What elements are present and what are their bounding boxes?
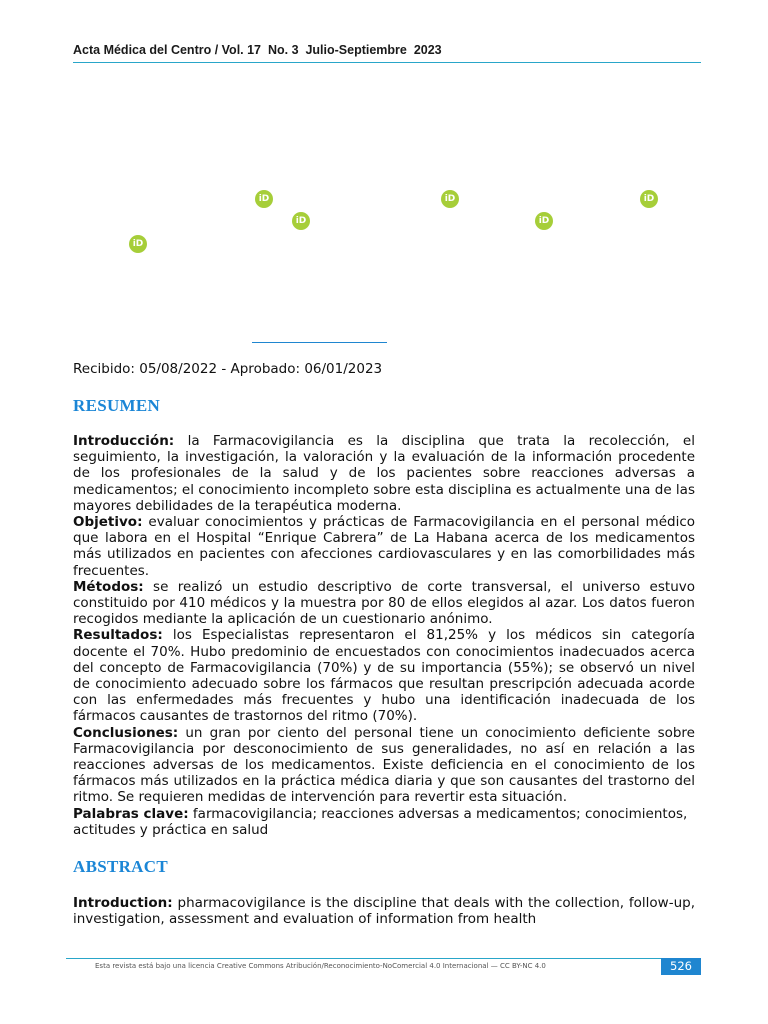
journal-header: Acta Médica del Centro / Vol. 17 No. 3 Julio-Septiembre 2023	[73, 43, 701, 63]
section-label: Introducción:	[73, 433, 175, 449]
received-approved-dates: Recibido: 05/08/2022 - Aprobado: 06/01/2023	[73, 361, 383, 377]
resumen-objetivo	[73, 514, 695, 579]
orcid-icon[interactable]: iD	[129, 235, 147, 253]
orcid-icon[interactable]: iD	[255, 190, 273, 208]
section-label: Introduction:	[73, 895, 173, 911]
page-number: 526	[661, 958, 701, 975]
footer-divider	[66, 958, 701, 959]
abstract-heading: ABSTRACT	[73, 857, 168, 876]
resumen-heading: RESUMEN	[73, 396, 161, 415]
section-text: farmacovigilancia; reacciones adversas a medicamentos; conocimientos, actitudes y práctica en salud	[73, 805, 688, 838]
section-text: los Especialistas representaron el 81,25% y los médicos sin categoría docente el 70%. Hubo predominio de encuestados con conocimientos inadecuados acerca del concepto de Farmacovigilancia (70%) y de su importancia (55%); se observó un nivel de conocimiento adecuado sobre los fármacos que resultan prescripción adecuada acorde con las enfermedades más frecuentes y hubo una identificación inadecuada de los fármacos causantes de trastornos del ritmo (70%).	[73, 627, 695, 725]
orcid-icon[interactable]: iD	[535, 212, 553, 230]
abstract-introduction	[73, 895, 695, 927]
resumen-metodos	[73, 579, 695, 628]
section-text: un gran por ciento del personal tiene un conocimiento deficiente sobre Farmacovigilancia por desconocimiento de sus generalidades, no así en relación a las reacciones adversas de los medicamentos. Existe deficiencia en el conocimiento de los fármacos más utilizados en la práctica médica diaria y que son causantes del trastorno del ritmo. Se requieren medidas de intervención para revertir esta situación.	[73, 724, 695, 806]
section-label: Objetivo:	[73, 514, 143, 531]
resumen-body	[73, 433, 695, 838]
section-label: Palabras clave:	[73, 805, 189, 822]
orcid-icon[interactable]: iD	[441, 190, 459, 208]
section-text: se realizó un estudio descriptivo de corte transversal, el universo estuvo constituido por 410 médicos y la muestra por 80 de ellos elegidos al azar. Los datos fueron recogidos mediante la aplicación de un cuestionario anónimo.	[73, 578, 695, 628]
abstract-body	[73, 895, 695, 927]
section-text: pharmacovigilance is the discipline that deals with the collection, follow-up, investigation, assessment and evaluation of information from health	[73, 895, 695, 928]
section-label: Métodos:	[73, 578, 144, 595]
separator-line	[252, 342, 387, 343]
license-notice[interactable]: Esta revista está bajo una licencia Creative Commons Atribución/Reconocimiento-NoComercial 4.0 Internacional — CC BY-NC 4.0	[95, 962, 546, 970]
section-text: la Farmacovigilancia es la disciplina que trata la recolección, el seguimiento, la investigación, la valoración y la evaluación de la información procedente de los profesionales de la salud y de los pacientes sobre reacciones adversas a medicamentos; el conocimiento incompleto sobre esta disciplina es actualmente una de las mayores debilidades de la terapéutica moderna.	[73, 433, 695, 514]
section-label: Resultados:	[73, 627, 163, 644]
section-label: Conclusiones:	[73, 724, 179, 741]
resumen-conclusiones	[73, 725, 695, 806]
resumen-introduccion	[73, 433, 695, 514]
orcid-icon[interactable]: iD	[292, 212, 310, 230]
resumen-palabras-clave	[73, 806, 695, 838]
orcid-icon[interactable]: iD	[640, 190, 658, 208]
resumen-resultados	[73, 627, 695, 724]
section-text: evaluar conocimientos y prácticas de Farmacovigilancia en el personal médico que labora en el Hospital “Enrique Cabrera” de La Habana acerca de los medicamentos más utilizados en pacientes con afecciones cardiovasculares y en las comorbilidades más frecuentes.	[73, 514, 695, 579]
